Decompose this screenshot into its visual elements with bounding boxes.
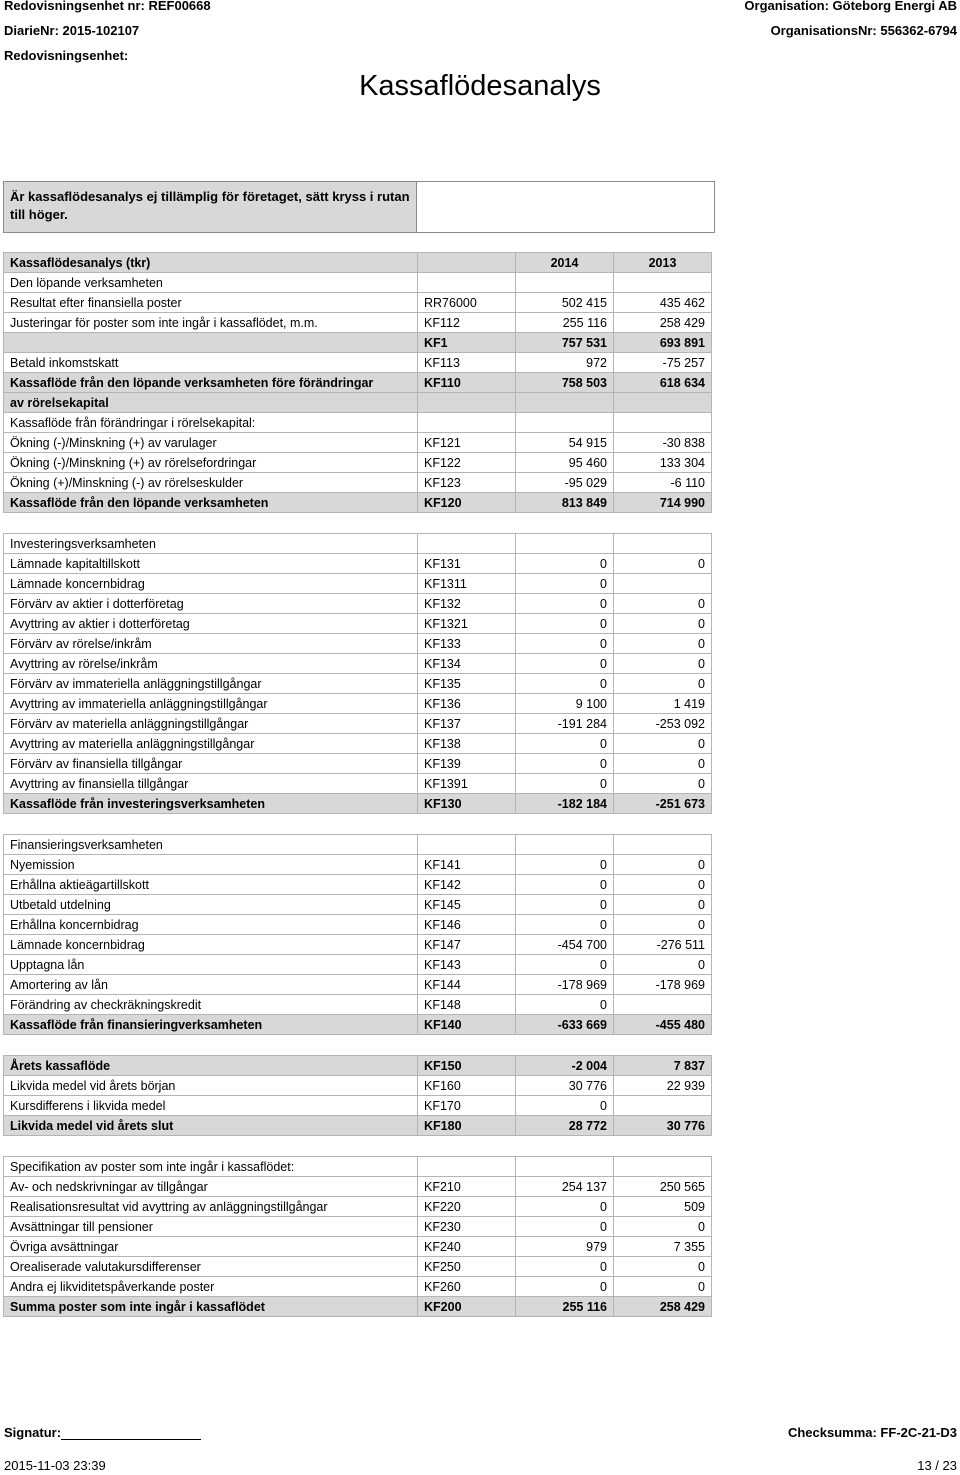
row-code: KF137 xyxy=(418,714,516,734)
row-code: KF142 xyxy=(418,875,516,895)
table-row xyxy=(4,1257,712,1277)
row-value-2014: 0 xyxy=(516,634,614,654)
row-value-2013: 250 565 xyxy=(614,1177,712,1197)
row-value-2014: 757 531 xyxy=(516,333,614,353)
row-label: Finansieringsverksamheten xyxy=(4,835,418,855)
row-value-2013: 0 xyxy=(614,915,712,935)
row-code: KF132 xyxy=(418,594,516,614)
row-value-2014 xyxy=(516,513,614,534)
row-value-2014: 9 100 xyxy=(516,694,614,714)
signature-field[interactable] xyxy=(4,1425,201,1440)
row-code: KF180 xyxy=(418,1116,516,1136)
row-label: Utbetald utdelning xyxy=(4,895,418,915)
row-code: KF120 xyxy=(418,493,516,513)
row-code: KF148 xyxy=(418,995,516,1015)
row-value-2013 xyxy=(614,393,712,413)
unit-number: Redovisningsenhet nr: REF00668 xyxy=(4,0,211,13)
row-value-2014: -633 669 xyxy=(516,1015,614,1035)
row-code: KF200 xyxy=(418,1297,516,1317)
row-code: KF1321 xyxy=(418,614,516,634)
table-row xyxy=(4,654,712,674)
row-label: Förvärv av immateriella anläggningstillgångar xyxy=(4,674,418,694)
row-value-2013 xyxy=(614,273,712,293)
table-row xyxy=(4,634,712,654)
row-value-2014 xyxy=(516,273,614,293)
row-code xyxy=(418,1035,516,1056)
row-value-2014: 254 137 xyxy=(516,1177,614,1197)
row-value-2013: 0 xyxy=(614,634,712,654)
table-row xyxy=(4,373,712,393)
row-code xyxy=(418,534,516,554)
row-label: Summa poster som inte ingår i kassaflödet xyxy=(4,1297,418,1317)
row-label: Den löpande verksamheten xyxy=(4,273,418,293)
table-row xyxy=(4,594,712,614)
row-value-2014: -454 700 xyxy=(516,935,614,955)
row-value-2014: 0 xyxy=(516,754,614,774)
diarie-number: DiarieNr: 2015-102107 xyxy=(4,23,140,38)
table-row xyxy=(4,1136,712,1157)
row-value-2013 xyxy=(614,1035,712,1056)
signature-label: Signatur: xyxy=(4,1425,62,1440)
not-applicable-checkbox[interactable] xyxy=(418,182,714,232)
row-code: KF240 xyxy=(418,1237,516,1257)
row-value-2014: 0 xyxy=(516,1277,614,1297)
row-value-2013: -251 673 xyxy=(614,794,712,814)
row-code: KF121 xyxy=(418,433,516,453)
row-code: KF147 xyxy=(418,935,516,955)
row-value-2013 xyxy=(614,835,712,855)
table-row xyxy=(4,1076,712,1096)
row-value-2013: 714 990 xyxy=(614,493,712,513)
row-value-2014: 0 xyxy=(516,554,614,574)
row-value-2014: 0 xyxy=(516,915,614,935)
table-row xyxy=(4,1297,712,1317)
table-row xyxy=(4,1217,712,1237)
row-label: Av- och nedskrivningar av tillgångar xyxy=(4,1177,418,1197)
table-row xyxy=(4,1197,712,1217)
row-value-2013: 509 xyxy=(614,1197,712,1217)
row-code: KF138 xyxy=(418,734,516,754)
row-code: KF144 xyxy=(418,975,516,995)
row-label: Förändring av checkräkningskredit xyxy=(4,995,418,1015)
row-label: Ökning (+)/Minskning (-) av rörelseskulder xyxy=(4,473,418,493)
row-label: Investeringsverksamheten xyxy=(4,534,418,554)
row-value-2014: 0 xyxy=(516,1217,614,1237)
row-code: KF146 xyxy=(418,915,516,935)
row-label xyxy=(4,1035,418,1056)
table-row xyxy=(4,473,712,493)
row-value-2013: 435 462 xyxy=(614,293,712,313)
row-code: KF160 xyxy=(418,1076,516,1096)
row-value-2013 xyxy=(614,1157,712,1177)
not-applicable-question: Är kassaflödesanalys ej tillämplig för företaget, sätt kryss i rutan till höger. xyxy=(4,182,417,232)
row-code: KF170 xyxy=(418,1096,516,1116)
row-value-2014: -191 284 xyxy=(516,714,614,734)
table-row xyxy=(4,1237,712,1257)
row-code xyxy=(418,273,516,293)
row-label: Ökning (-)/Minskning (+) av rörelsefordringar xyxy=(4,453,418,473)
page-title: Kassaflödesanalys xyxy=(359,70,601,102)
row-value-2014: -182 184 xyxy=(516,794,614,814)
table-row xyxy=(4,353,712,373)
row-label xyxy=(4,333,418,353)
row-label: Amortering av lån xyxy=(4,975,418,995)
row-value-2014: 813 849 xyxy=(516,493,614,513)
table-row xyxy=(4,574,712,594)
table-row xyxy=(4,935,712,955)
table-row xyxy=(4,814,712,835)
table-row xyxy=(4,554,712,574)
table-row xyxy=(4,534,712,554)
row-value-2013: 30 776 xyxy=(614,1116,712,1136)
table-row xyxy=(4,493,712,513)
table-row xyxy=(4,835,712,855)
row-code: KF135 xyxy=(418,674,516,694)
row-code: KF145 xyxy=(418,895,516,915)
row-code: KF133 xyxy=(418,634,516,654)
row-code xyxy=(418,513,516,534)
table-row xyxy=(4,975,712,995)
row-value-2014: 0 xyxy=(516,774,614,794)
year-2014-header: 2014 xyxy=(516,253,614,273)
row-value-2013: 0 xyxy=(614,1257,712,1277)
row-label: Lämnade kapitaltillskott xyxy=(4,554,418,574)
row-value-2014: 0 xyxy=(516,654,614,674)
table-row xyxy=(4,273,712,293)
row-value-2013: -276 511 xyxy=(614,935,712,955)
row-value-2014: 0 xyxy=(516,1197,614,1217)
row-value-2013: 1 419 xyxy=(614,694,712,714)
row-value-2014: 0 xyxy=(516,875,614,895)
row-value-2013: 0 xyxy=(614,955,712,975)
row-value-2013: 0 xyxy=(614,855,712,875)
row-code: KF112 xyxy=(418,313,516,333)
row-code: KF260 xyxy=(418,1277,516,1297)
row-code xyxy=(418,413,516,433)
row-code: KF220 xyxy=(418,1197,516,1217)
row-value-2013: 0 xyxy=(614,594,712,614)
row-label: Specifikation av poster som inte ingår i kassaflödet: xyxy=(4,1157,418,1177)
row-value-2013 xyxy=(614,413,712,433)
row-value-2013: 0 xyxy=(614,674,712,694)
row-value-2014: 0 xyxy=(516,1257,614,1277)
row-value-2014: 0 xyxy=(516,574,614,594)
row-value-2014: 979 xyxy=(516,1237,614,1257)
row-label: Övriga avsättningar xyxy=(4,1237,418,1257)
row-label: Kassaflöde från finansieringverksamheten xyxy=(4,1015,418,1035)
table-row xyxy=(4,393,712,413)
table-header-row xyxy=(4,253,712,273)
row-value-2014: 255 116 xyxy=(516,313,614,333)
table-row xyxy=(4,1157,712,1177)
cashflow-table xyxy=(3,252,712,1317)
row-value-2013 xyxy=(614,574,712,594)
row-code: KF136 xyxy=(418,694,516,714)
row-value-2013: -253 092 xyxy=(614,714,712,734)
row-code: KF250 xyxy=(418,1257,516,1277)
row-value-2013: 0 xyxy=(614,774,712,794)
row-code xyxy=(418,1157,516,1177)
row-value-2013 xyxy=(614,814,712,835)
table-row xyxy=(4,1015,712,1035)
row-code: KF130 xyxy=(418,794,516,814)
row-code: KF150 xyxy=(418,1056,516,1076)
year-2013-header: 2013 xyxy=(614,253,712,273)
row-value-2013: 0 xyxy=(614,895,712,915)
table-row xyxy=(4,433,712,453)
row-label: Justeringar för poster som inte ingår i kassaflödet, m.m. xyxy=(4,313,418,333)
row-code: KF139 xyxy=(418,754,516,774)
table-row xyxy=(4,413,712,433)
row-value-2013: -178 969 xyxy=(614,975,712,995)
row-value-2014 xyxy=(516,1136,614,1157)
row-label: Nyemission xyxy=(4,855,418,875)
row-value-2013 xyxy=(614,513,712,534)
row-value-2013: -30 838 xyxy=(614,433,712,453)
row-value-2014: -95 029 xyxy=(516,473,614,493)
row-label: Lämnade koncernbidrag xyxy=(4,935,418,955)
row-code: KF140 xyxy=(418,1015,516,1035)
table-header-label: Kassaflödesanalys (tkr) xyxy=(4,253,418,273)
row-code: KF134 xyxy=(418,654,516,674)
row-value-2013: 0 xyxy=(614,875,712,895)
row-label: Avyttring av materiella anläggningstillgångar xyxy=(4,734,418,754)
row-value-2013: 7 355 xyxy=(614,1237,712,1257)
row-label: Erhållna aktieägartillskott xyxy=(4,875,418,895)
row-label: Kassaflöde från den löpande verksamheten xyxy=(4,493,418,513)
table-row xyxy=(4,774,712,794)
row-label: Avyttring av finansiella tillgångar xyxy=(4,774,418,794)
row-value-2013 xyxy=(614,534,712,554)
row-label: Lämnade koncernbidrag xyxy=(4,574,418,594)
row-code xyxy=(418,835,516,855)
row-code: KF110 xyxy=(418,373,516,393)
reporting-unit: Redovisningsenhet: xyxy=(4,48,129,63)
organisation: Organisation: Göteborg Energi AB xyxy=(744,0,957,13)
row-label: Avsättningar till pensioner xyxy=(4,1217,418,1237)
page-number: 13 / 23 xyxy=(917,1458,957,1473)
row-code: KF122 xyxy=(418,453,516,473)
row-value-2014 xyxy=(516,1157,614,1177)
row-value-2013: 0 xyxy=(614,654,712,674)
row-code xyxy=(418,393,516,413)
signature-line xyxy=(61,1428,201,1440)
table-row xyxy=(4,754,712,774)
row-label: Betald inkomstskatt xyxy=(4,353,418,373)
row-value-2014: 972 xyxy=(516,353,614,373)
table-row xyxy=(4,1277,712,1297)
row-code xyxy=(418,1136,516,1157)
row-label: Förvärv av materiella anläggningstillgångar xyxy=(4,714,418,734)
row-value-2014: 28 772 xyxy=(516,1116,614,1136)
row-value-2014 xyxy=(516,1035,614,1056)
row-label: Upptagna lån xyxy=(4,955,418,975)
row-value-2013: 258 429 xyxy=(614,1297,712,1317)
table-row xyxy=(4,1116,712,1136)
row-value-2014 xyxy=(516,814,614,835)
row-code: KF113 xyxy=(418,353,516,373)
table-row xyxy=(4,674,712,694)
row-value-2013: 693 891 xyxy=(614,333,712,353)
row-value-2014: 0 xyxy=(516,674,614,694)
row-value-2013: -6 110 xyxy=(614,473,712,493)
table-row xyxy=(4,995,712,1015)
row-label: Likvida medel vid årets slut xyxy=(4,1116,418,1136)
table-row xyxy=(4,794,712,814)
row-value-2013: 0 xyxy=(614,754,712,774)
row-value-2014: 758 503 xyxy=(516,373,614,393)
row-value-2013: 133 304 xyxy=(614,453,712,473)
row-label: av rörelsekapital xyxy=(4,393,418,413)
row-label: Förvärv av aktier i dotterföretag xyxy=(4,594,418,614)
row-label: Förvärv av finansiella tillgångar xyxy=(4,754,418,774)
row-label: Orealiserade valutakursdifferenser xyxy=(4,1257,418,1277)
row-value-2014: -178 969 xyxy=(516,975,614,995)
row-value-2013: -75 257 xyxy=(614,353,712,373)
row-value-2014: 0 xyxy=(516,614,614,634)
row-value-2013: 0 xyxy=(614,614,712,634)
row-label: Årets kassaflöde xyxy=(4,1056,418,1076)
row-value-2014 xyxy=(516,835,614,855)
table-row xyxy=(4,1035,712,1056)
row-label: Förvärv av rörelse/inkråm xyxy=(4,634,418,654)
organisation-number: OrganisationsNr: 556362-6794 xyxy=(770,23,957,38)
table-row xyxy=(4,293,712,313)
table-row xyxy=(4,734,712,754)
table-row xyxy=(4,1056,712,1076)
row-value-2014: -2 004 xyxy=(516,1056,614,1076)
row-code: KF1391 xyxy=(418,774,516,794)
row-label: Erhållna koncernbidrag xyxy=(4,915,418,935)
row-value-2014: 502 415 xyxy=(516,293,614,313)
row-label: Avyttring av immateriella anläggningstillgångar xyxy=(4,694,418,714)
row-value-2013: 0 xyxy=(614,734,712,754)
row-value-2014: 30 776 xyxy=(516,1076,614,1096)
not-applicable-box xyxy=(3,181,715,233)
row-value-2013: 258 429 xyxy=(614,313,712,333)
row-code: KF210 xyxy=(418,1177,516,1197)
table-row xyxy=(4,313,712,333)
row-value-2013: 22 939 xyxy=(614,1076,712,1096)
row-label xyxy=(4,814,418,835)
row-code: KF230 xyxy=(418,1217,516,1237)
row-code: RR76000 xyxy=(418,293,516,313)
row-label: Realisationsresultat vid avyttring av anläggningstillgångar xyxy=(4,1197,418,1217)
row-value-2014: 0 xyxy=(516,1096,614,1116)
table-row xyxy=(4,1177,712,1197)
row-code: KF123 xyxy=(418,473,516,493)
row-label: Likvida medel vid årets början xyxy=(4,1076,418,1096)
row-value-2014 xyxy=(516,393,614,413)
row-value-2014: 0 xyxy=(516,594,614,614)
row-label xyxy=(4,1136,418,1157)
row-label: Avyttring av aktier i dotterföretag xyxy=(4,614,418,634)
row-value-2014: 255 116 xyxy=(516,1297,614,1317)
row-label: Ökning (-)/Minskning (+) av varulager xyxy=(4,433,418,453)
row-value-2013: 0 xyxy=(614,1277,712,1297)
row-value-2014: 54 915 xyxy=(516,433,614,453)
row-label: Kassaflöde från investeringsverksamheten xyxy=(4,794,418,814)
row-value-2013 xyxy=(614,1136,712,1157)
table-row xyxy=(4,453,712,473)
row-label: Andra ej likviditetspåverkande poster xyxy=(4,1277,418,1297)
row-value-2014: 0 xyxy=(516,995,614,1015)
row-value-2014: 0 xyxy=(516,855,614,875)
table-row xyxy=(4,855,712,875)
row-value-2014: 0 xyxy=(516,955,614,975)
row-label: Kassaflöde från förändringar i rörelsekapital: xyxy=(4,413,418,433)
row-value-2013: 0 xyxy=(614,1217,712,1237)
row-value-2014 xyxy=(516,534,614,554)
row-label xyxy=(4,513,418,534)
print-date: 2015-11-03 23:39 xyxy=(4,1458,106,1473)
row-value-2014 xyxy=(516,413,614,433)
table-row xyxy=(4,895,712,915)
table-row xyxy=(4,714,712,734)
table-row xyxy=(4,333,712,353)
table-row xyxy=(4,694,712,714)
row-value-2014: 0 xyxy=(516,734,614,754)
row-label: Kursdifferens i likvida medel xyxy=(4,1096,418,1116)
table-row xyxy=(4,955,712,975)
checksum: Checksumma: FF-2C-21-D3 xyxy=(787,1425,957,1440)
table-row xyxy=(4,915,712,935)
table-row xyxy=(4,614,712,634)
row-code: KF143 xyxy=(418,955,516,975)
row-value-2013: -455 480 xyxy=(614,1015,712,1035)
table-row xyxy=(4,875,712,895)
row-value-2014: 0 xyxy=(516,895,614,915)
row-code xyxy=(418,814,516,835)
row-value-2013 xyxy=(614,995,712,1015)
table-row xyxy=(4,1096,712,1116)
row-code: KF141 xyxy=(418,855,516,875)
row-label: Kassaflöde från den löpande verksamheten före förändringar xyxy=(4,373,418,393)
row-label: Resultat efter finansiella poster xyxy=(4,293,418,313)
row-value-2013: 7 837 xyxy=(614,1056,712,1076)
row-value-2014: 95 460 xyxy=(516,453,614,473)
row-value-2013: 618 634 xyxy=(614,373,712,393)
row-code: KF1311 xyxy=(418,574,516,594)
table-row xyxy=(4,513,712,534)
row-value-2013: 0 xyxy=(614,554,712,574)
row-value-2013 xyxy=(614,1096,712,1116)
row-code: KF131 xyxy=(418,554,516,574)
row-code: KF1 xyxy=(418,333,516,353)
row-label: Avyttring av rörelse/inkråm xyxy=(4,654,418,674)
